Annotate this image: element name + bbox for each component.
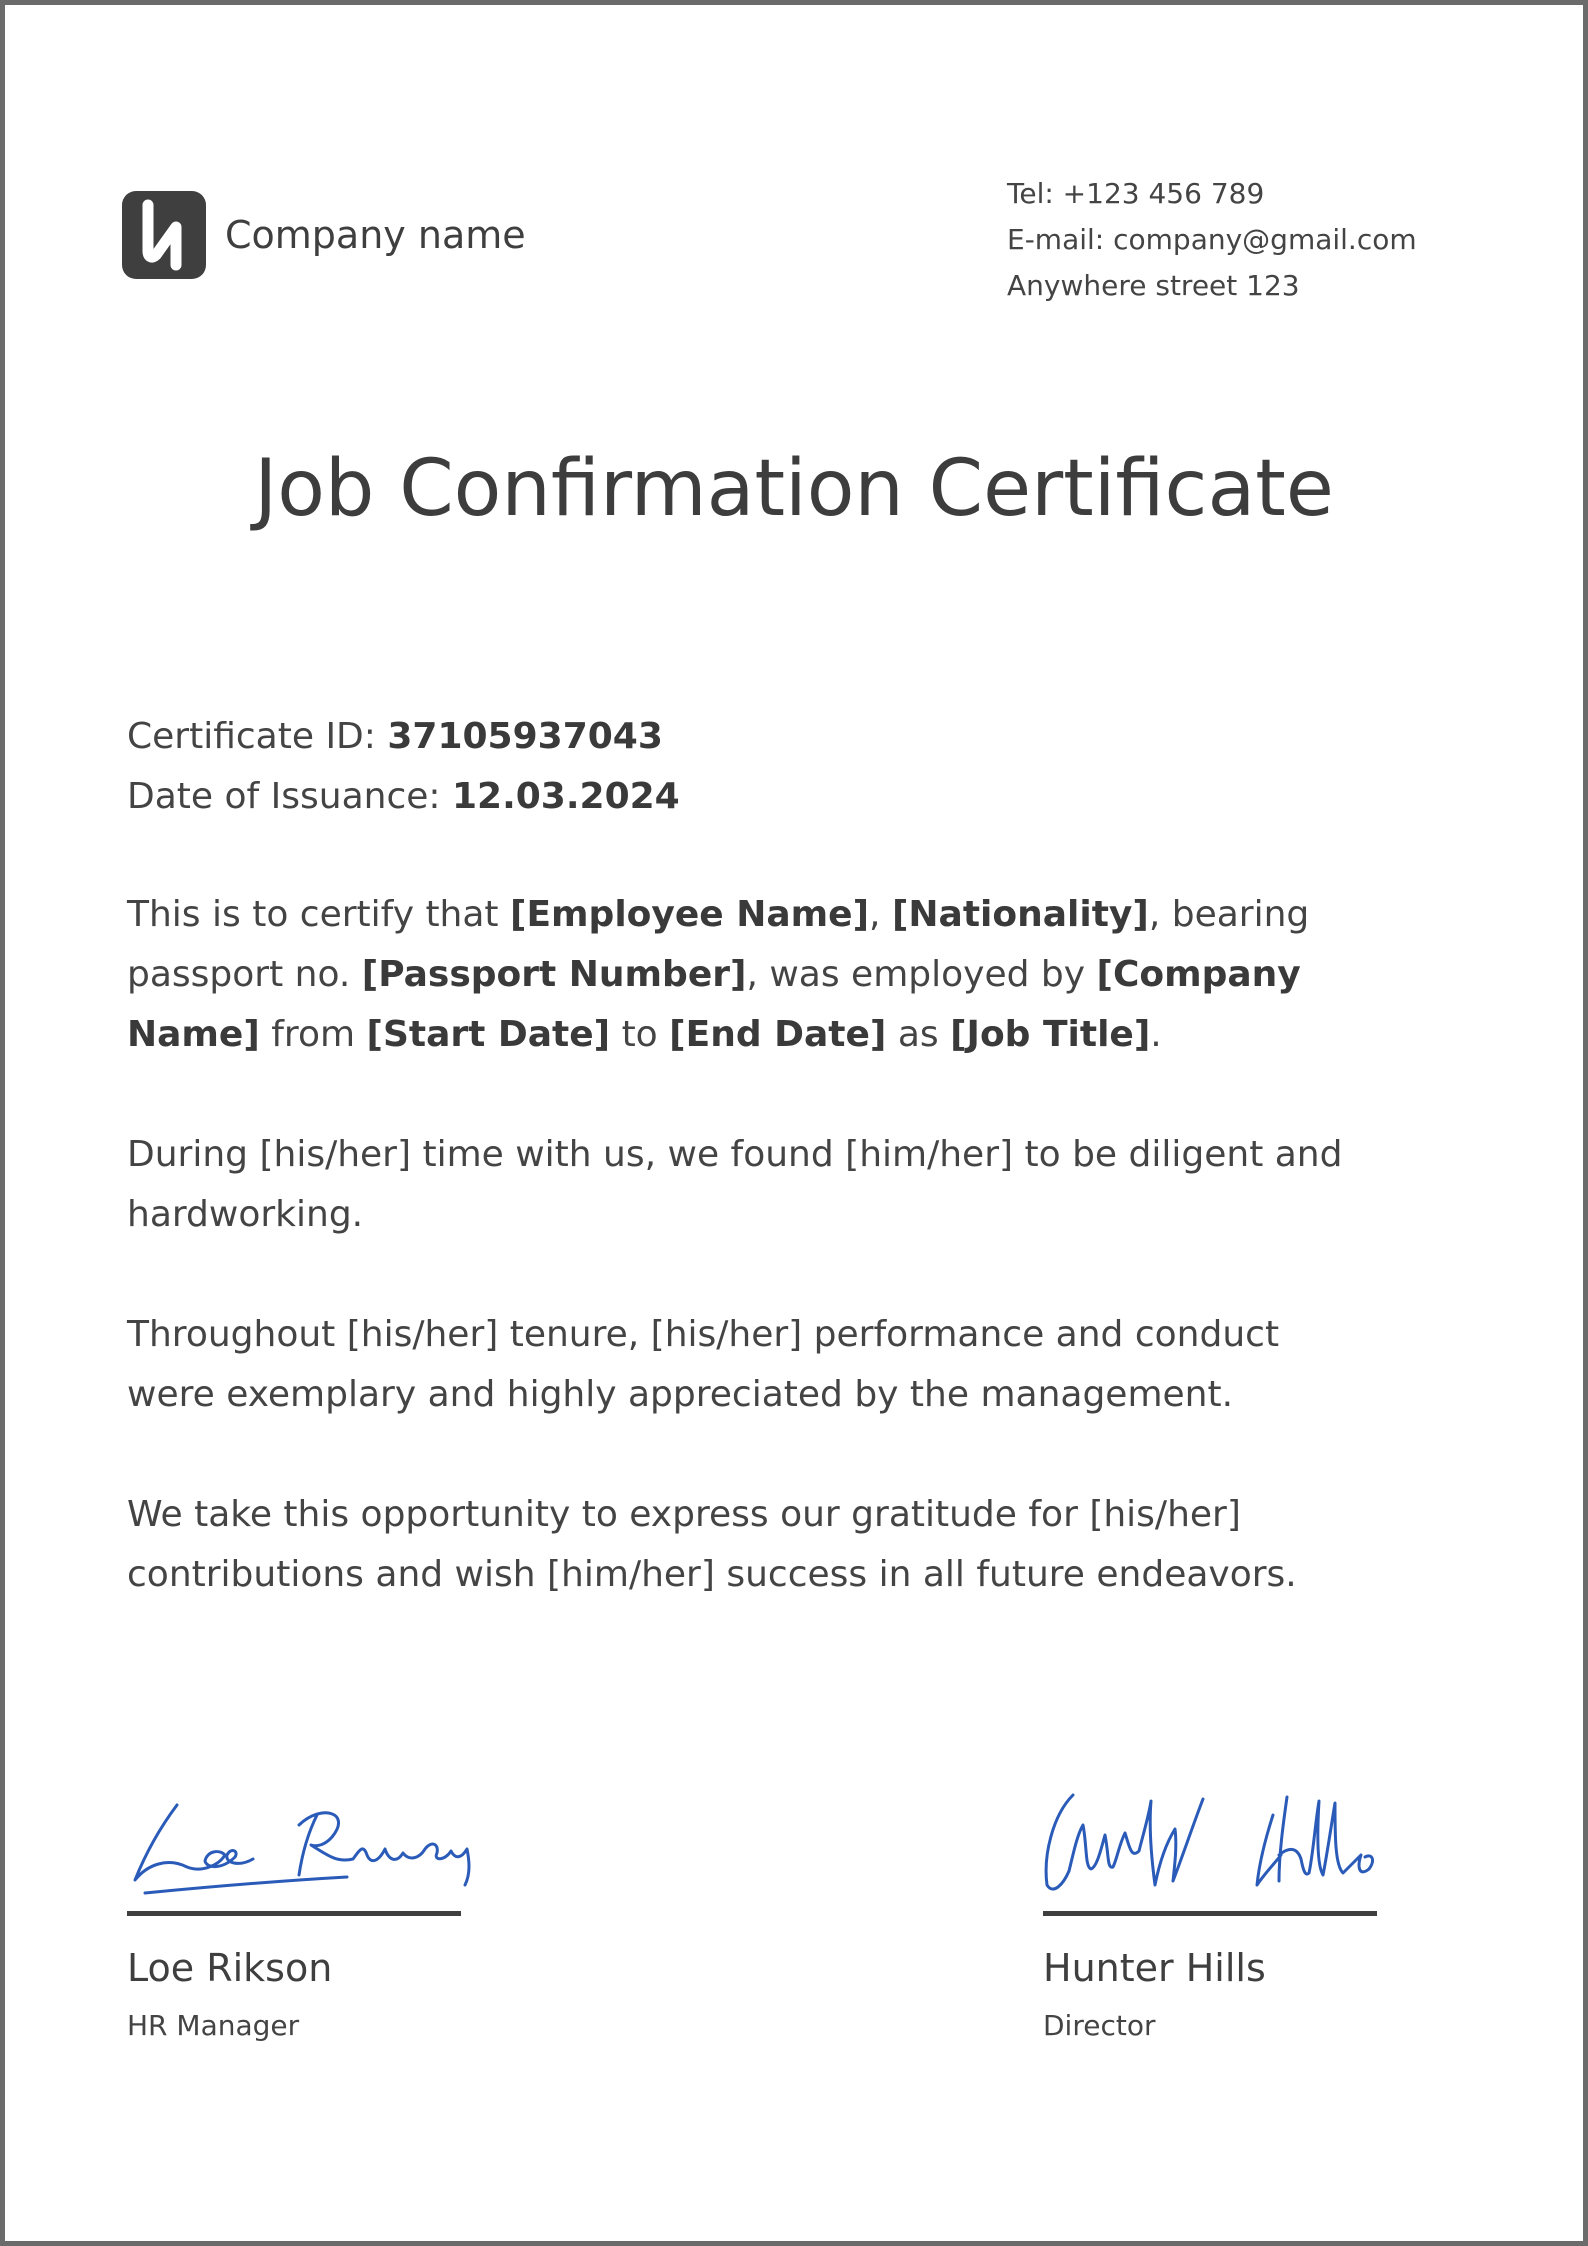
p1-text: , bearing [1148, 894, 1310, 935]
contact-block [1007, 171, 1417, 309]
signer-name: Hunter Hills [1043, 1946, 1266, 1990]
issuance-date-label: Date of Issuance: [127, 776, 452, 817]
body-paragraph-1 [127, 885, 1487, 1065]
company-name-placeholder: Name] [127, 1014, 260, 1055]
body-paragraph-4 [127, 1485, 1487, 1605]
certificate-meta [127, 707, 680, 827]
p1-text: , [869, 894, 892, 935]
p1-text: This is to certify that [127, 894, 510, 935]
contact-address: Anywhere street 123 [1007, 269, 1300, 302]
signature-block-hr [127, 1785, 467, 2044]
job-title-placeholder: [Job Title] [950, 1014, 1151, 1055]
contact-tel: Tel: +123 456 789 [1007, 177, 1265, 210]
certificate-id-label: Certificate ID: [127, 716, 388, 757]
p4-line: We take this opportunity to express our gratitude for [his/her] [127, 1494, 1241, 1535]
certificate-title: Job Confirmation Certificate [254, 444, 1334, 534]
end-date-placeholder: [End Date] [669, 1014, 887, 1055]
contact-email: E-mail: company@gmail.com [1007, 223, 1417, 256]
signature-block-director [1043, 1785, 1383, 2044]
body-paragraph-3 [127, 1305, 1487, 1425]
passport-number-placeholder: [Passport Number] [361, 954, 747, 995]
nationality-placeholder: [Nationality] [891, 894, 1149, 935]
company-name: Company name [225, 213, 526, 257]
p4-line: contributions and wish [him/her] success in all future endeavors. [127, 1554, 1297, 1595]
signature-loe-rikson [127, 1785, 507, 1905]
signature-line [127, 1911, 461, 1916]
p2-line: hardworking. [127, 1194, 364, 1235]
p1-text: . [1150, 1014, 1162, 1055]
p1-text: passport no. [127, 954, 362, 995]
body-paragraph-2 [127, 1125, 1487, 1245]
signer-role: Director [1043, 2009, 1156, 2042]
issuance-date-row [127, 767, 680, 827]
start-date-placeholder: [Start Date] [366, 1014, 611, 1055]
company-logo-icon [122, 191, 206, 279]
certificate-id-row [127, 707, 680, 767]
signer-role: HR Manager [127, 2009, 300, 2042]
signature-line [1043, 1911, 1377, 1916]
p3-line: Throughout [his/her] tenure, [his/her] performance and conduct [127, 1314, 1280, 1355]
p1-text: as [886, 1014, 951, 1055]
p1-text: , was employed by [746, 954, 1097, 995]
certificate-id-value: 37105937043 [387, 716, 663, 757]
p1-text: to [610, 1014, 670, 1055]
p3-line: were exemplary and highly appreciated by the management. [127, 1374, 1234, 1415]
signature-hunter-hills [1043, 1785, 1423, 1905]
p1-text: from [259, 1014, 367, 1055]
employee-name-placeholder: [Employee Name] [510, 894, 870, 935]
signer-name: Loe Rikson [127, 1946, 333, 1990]
issuance-date-value: 12.03.2024 [451, 776, 680, 817]
company-name-placeholder: [Company [1096, 954, 1301, 995]
certificate-body [127, 885, 1487, 1665]
p2-line: During [his/her] time with us, we found [him/her] to be diligent and [127, 1134, 1343, 1175]
